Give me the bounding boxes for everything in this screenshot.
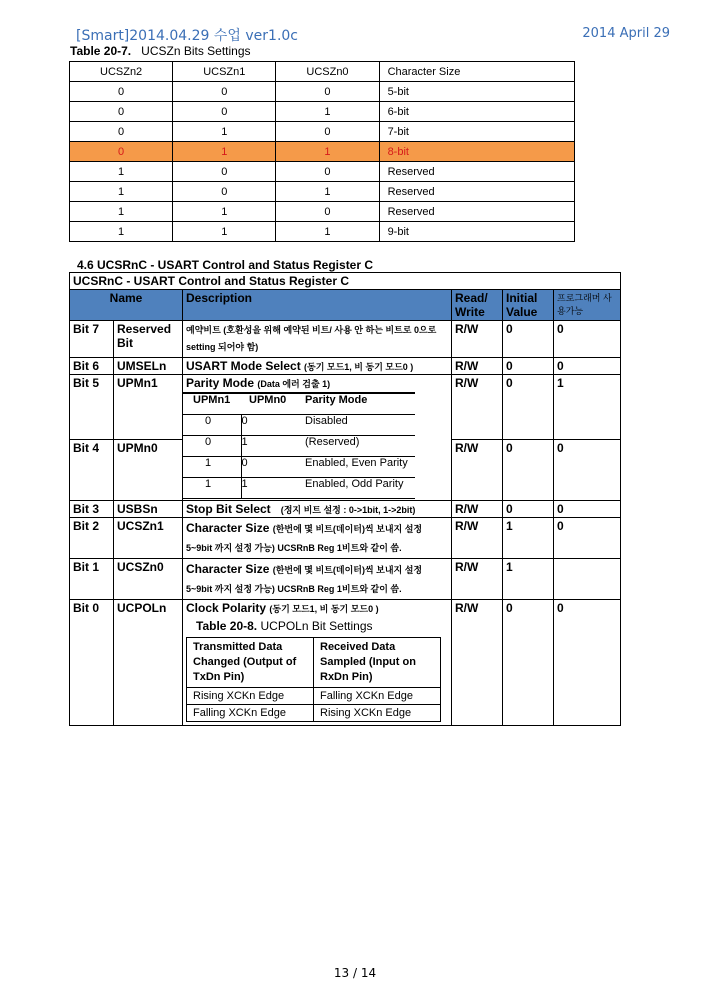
- bit-label: Bit 5: [70, 375, 114, 440]
- bit-name: UPMn1: [114, 375, 183, 440]
- row-bit0: [70, 600, 621, 726]
- upm-col: UPMn1: [183, 393, 241, 415]
- pol-cell: Rising XCKn Edge: [314, 705, 441, 722]
- col-name: Name: [70, 290, 183, 321]
- table-cell: 0: [173, 82, 276, 102]
- bit-programmer: 0: [554, 518, 621, 559]
- table-cell: 0: [276, 82, 379, 102]
- register-table-title: UCSRnC - USART Control and Status Register C: [70, 273, 621, 290]
- table-cell: 1: [173, 222, 276, 242]
- caption-text: UCSZn Bits Settings: [141, 44, 251, 58]
- caption-text: UCPOLn Bit Settings: [260, 619, 373, 633]
- upm-row: [183, 478, 415, 499]
- table-cell: Reserved: [379, 162, 574, 182]
- bit-initial: 0: [503, 600, 554, 726]
- ucsrnc-register-table: [69, 272, 621, 726]
- upm-cell: 0: [183, 436, 241, 457]
- table-row: [70, 102, 575, 122]
- bit-rw: R/W: [452, 375, 503, 440]
- col-initial-value: Initial Value: [503, 290, 554, 321]
- caption-label: Table 20-8.: [196, 619, 258, 633]
- table-cell: 0: [276, 162, 379, 182]
- upm-cell: 0: [183, 415, 241, 436]
- bit-rw: R/W: [452, 559, 503, 600]
- desc-main: Character Size: [186, 562, 270, 576]
- bit-label: Bit 4: [70, 440, 114, 501]
- bit-initial: 1: [503, 518, 554, 559]
- ucpoln-table: [186, 637, 441, 722]
- table-cell: 1: [276, 102, 379, 122]
- column-header: Character Size: [379, 62, 574, 82]
- ucszn-bits-table: [69, 61, 575, 242]
- col-programmer: 프로그래머 사용가능: [554, 290, 621, 321]
- table-cell: 1: [70, 202, 173, 222]
- bit-name: UMSELn: [114, 358, 183, 375]
- table-header-row: [70, 62, 575, 82]
- col-read-write: Read/ Write: [452, 290, 503, 321]
- section-title: 4.6 UCSRnC - USART Control and Status Register C: [77, 258, 374, 272]
- upm-row: [183, 436, 415, 457]
- pol-row: [187, 705, 441, 722]
- bit-initial: 0: [503, 358, 554, 375]
- column-header: UCSZn2: [70, 62, 173, 82]
- table-cell: 0: [70, 102, 173, 122]
- table-row: [70, 82, 575, 102]
- table-cell: 1: [173, 202, 276, 222]
- pol-cell: Falling XCKn Edge: [314, 688, 441, 705]
- header-title: [Smart]2014.04.29 수업 ver1.0c: [76, 28, 298, 44]
- desc-note: (한번에 몇 비트(데이터)씩 보내지 설정 5~9bit 까지 설정 가능) UCSRnB Reg 1비트와 같이 씀.: [186, 565, 423, 594]
- table-row: [70, 142, 575, 162]
- table-row: [70, 202, 575, 222]
- table-cell: 7-bit: [379, 122, 574, 142]
- pol-col: Transmitted Data Changed (Output of TxDn Pin): [187, 638, 314, 688]
- table-cell: 0: [173, 162, 276, 182]
- upm-cell: Disabled: [299, 415, 415, 436]
- bit-programmer: [554, 559, 621, 600]
- table-cell: 1: [276, 142, 379, 162]
- row-bit1: [70, 559, 621, 600]
- bit-name: UCSZn0: [114, 559, 183, 600]
- table-row: [70, 222, 575, 242]
- table-cell: 0: [276, 202, 379, 222]
- col-description: Description: [183, 290, 452, 321]
- table-cell: 0: [173, 182, 276, 202]
- desc-note: (Data 에러 검출 1): [257, 379, 331, 389]
- bit-rw: R/W: [452, 358, 503, 375]
- desc-main: USART Mode Select: [186, 359, 301, 373]
- bit-rw: R/W: [452, 600, 503, 726]
- upm-table: [183, 392, 415, 499]
- desc-note: (한번에 몇 비트(데이터)씩 보내지 설정 5~9bit 까지 설정 가능) UCSRnB Reg 1비트와 같이 씀.: [186, 524, 423, 553]
- header-date: 2014 April 29: [582, 26, 670, 41]
- bit-description: [183, 559, 452, 600]
- column-header: UCSZn1: [173, 62, 276, 82]
- table-cell: 1: [276, 182, 379, 202]
- bit-programmer: 0: [554, 440, 621, 501]
- upm-col: Parity Mode: [299, 393, 415, 415]
- pol-cell: Falling XCKn Edge: [187, 705, 314, 722]
- bit-label: Bit 3: [70, 501, 114, 518]
- caption-label: Table 20-7.: [70, 44, 132, 58]
- upm-cell: 0: [241, 415, 299, 436]
- desc-note: (동기 모드1, 비 동기 모드0 ): [269, 604, 379, 614]
- table-cell: 0: [70, 122, 173, 142]
- row-bit5: [70, 375, 621, 440]
- bit-programmer: 1: [554, 375, 621, 440]
- pol-cell: Rising XCKn Edge: [187, 688, 314, 705]
- upm-cell: 1: [241, 436, 299, 457]
- bit-description: [183, 358, 452, 375]
- desc-note: (동기 모드1, 비 동기 모드0 ): [304, 362, 414, 372]
- desc-main: Stop Bit Select: [186, 502, 271, 516]
- register-table-header: [70, 290, 621, 321]
- table-row: [70, 182, 575, 202]
- row-bit3: [70, 501, 621, 518]
- table-cell: 1: [173, 142, 276, 162]
- table-cell: 1: [276, 222, 379, 242]
- bit-initial: 0: [503, 321, 554, 358]
- upm-cell: (Reserved): [299, 436, 415, 457]
- upm-row: [183, 457, 415, 478]
- table-cell: 9-bit: [379, 222, 574, 242]
- table-cell: 1: [70, 182, 173, 202]
- bit-description: [183, 501, 452, 518]
- table-cell: 8-bit: [379, 142, 574, 162]
- bit-description: [183, 518, 452, 559]
- pol-row: [187, 688, 441, 705]
- desc-main: Clock Polarity: [186, 601, 267, 615]
- desc-note: (정지 비트 설정 : 0->1bit, 1->2bit): [280, 505, 416, 515]
- table-cell: 0: [173, 102, 276, 122]
- bit-initial: 0: [503, 501, 554, 518]
- upm-cell: 0: [241, 457, 299, 478]
- bit-name: UCSZn1: [114, 518, 183, 559]
- bit-label: Bit 0: [70, 600, 114, 726]
- bit-name: UCPOLn: [114, 600, 183, 726]
- desc-main: Parity Mode: [186, 376, 255, 390]
- table-cell: 6-bit: [379, 102, 574, 122]
- table-cell: 1: [173, 122, 276, 142]
- bit-name: UPMn0: [114, 440, 183, 501]
- bit-initial: 1: [503, 559, 554, 600]
- bit-rw: R/W: [452, 440, 503, 501]
- bit-name: Reserved Bit: [114, 321, 183, 358]
- table-20-7-caption: [70, 44, 251, 58]
- table-cell: 0: [276, 122, 379, 142]
- row-bit7: [70, 321, 621, 358]
- column-header: UCSZn0: [276, 62, 379, 82]
- table-cell: Reserved: [379, 182, 574, 202]
- desc-main: Character Size: [186, 521, 270, 535]
- row-bit2: [70, 518, 621, 559]
- table-20-8-caption: [196, 619, 448, 633]
- bit-rw: R/W: [452, 321, 503, 358]
- bit-rw: R/W: [452, 501, 503, 518]
- upm-cell: 1: [183, 478, 241, 499]
- table-cell: 5-bit: [379, 82, 574, 102]
- bit-initial: 0: [503, 375, 554, 440]
- table-row: [70, 162, 575, 182]
- upm-cell: 1: [183, 457, 241, 478]
- table-cell: 1: [70, 162, 173, 182]
- table-row: [70, 122, 575, 142]
- page-number: 13 / 14: [333, 966, 377, 980]
- table-cell: Reserved: [379, 202, 574, 222]
- bit-label: Bit 2: [70, 518, 114, 559]
- bit-programmer: 0: [554, 321, 621, 358]
- upm-row: [183, 415, 415, 436]
- upm-col: UPMn0: [241, 393, 299, 415]
- pol-col: Received Data Sampled (Input on RxDn Pin): [314, 638, 441, 688]
- bit-label: Bit 1: [70, 559, 114, 600]
- bit-initial: 0: [503, 440, 554, 501]
- bit-label: Bit 6: [70, 358, 114, 375]
- table-cell: 0: [70, 142, 173, 162]
- upm-cell: Enabled, Even Parity: [299, 457, 415, 478]
- table-cell: 0: [70, 82, 173, 102]
- bit-name: USBSn: [114, 501, 183, 518]
- bit-description: [183, 600, 452, 726]
- bit-programmer: 0: [554, 358, 621, 375]
- upm-cell: Enabled, Odd Parity: [299, 478, 415, 499]
- bit-description: 예약비트 (호환성을 위해 예약된 비트/ 사용 안 하는 비트로 0으로 setting 되어야 함): [183, 321, 452, 358]
- bit-programmer: 0: [554, 600, 621, 726]
- bit-label: Bit 7: [70, 321, 114, 358]
- table-cell: 1: [70, 222, 173, 242]
- bit-description: [183, 375, 452, 501]
- bit-rw: R/W: [452, 518, 503, 559]
- upm-cell: 1: [241, 478, 299, 499]
- row-bit6: [70, 358, 621, 375]
- bit-programmer: 0: [554, 501, 621, 518]
